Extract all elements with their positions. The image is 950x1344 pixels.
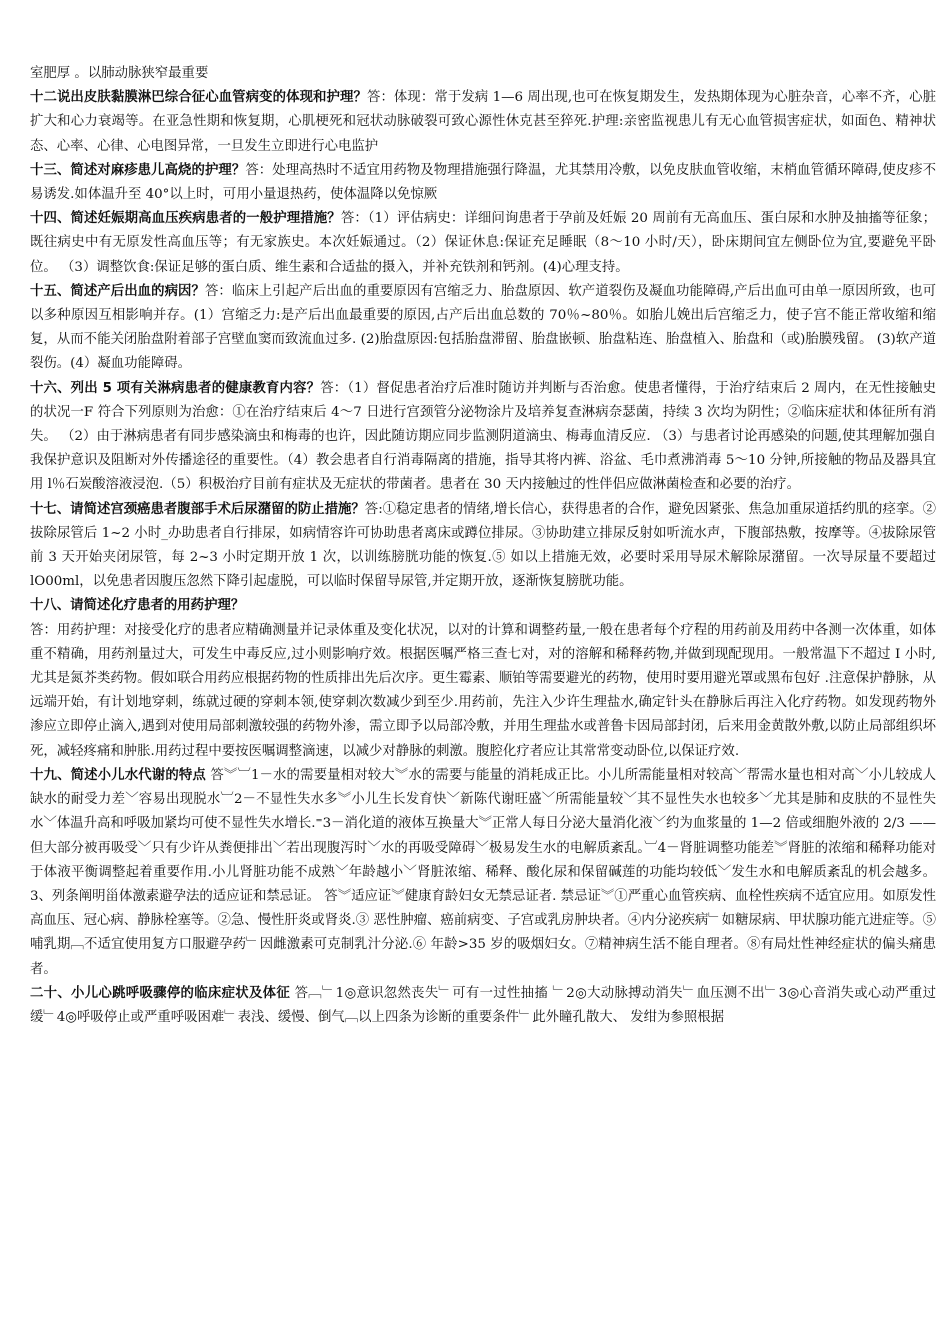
section-17 <box>30 498 936 595</box>
section-12-answer: 答：体现：常于发病 1—6 周出现,也可在恢复期发生，发热期体现为心脏杂音，心率不齐，心脏扩大和心力衰竭等。在亚急性期和恢复期，心肌梗死和冠状动脉破裂可致心源性休克甚至猝死.护理:亲密监视患儿有无心血管损害症状，如面色、精神状态、心率、心律、心电图异常，一旦发生立即进行心电监护 <box>30 90 937 154</box>
section-18-heading <box>30 594 936 618</box>
section-13 <box>30 159 936 207</box>
section-18-body <box>30 619 936 764</box>
section-14-answer: 答：（1）评估病史：详细问询患者于孕前及妊娠 20 周前有无高血压、蛋白尿和水肿及抽搐等征象；既往病史中有无原发性高血压等；有无家族史。本次妊娠通过。（2）保证休息:保证充足睡眠（8～10 小时/天），卧床期间宜左侧卧位为宜,要避免平卧位。 （3）调整饮食:保证足够的蛋白质、维生素和合适盐的摄入，并补充铁剂和钙剂。(4)心理支持。 <box>30 211 936 275</box>
section-16-question: 十六、列出 5 项有关淋病患者的健康教育内容？ <box>30 380 321 396</box>
section-17-answer: 答:①稳定患者的情绪,增长信心，获得患者的合作，避免因紧张、焦急加重尿道括约肌的痉挛。②拔除尿管后 1~2 小时_办助患者自行排尿，如病情容许可协助患者离床或蹲位排尿。③协助建立排尿反射如听流水声，下腹部热敷，按摩等。④拔除尿管前 3 天开始夹闭尿管，每 2~3 小时定期开放 1 次，以训练膀胱功能的恢复.⑤ 如以上措施无效，必要时采用导尿术解除尿潴留。一次导尿量不要超过 lO00ml，以免患者因腹压忽然下降引起虚脱，可以临时保留导尿管,并定期开放，逐渐恢复膀胱功能。 <box>30 501 937 590</box>
section-16-answer: 答：（1）督促患者治疗后准时随访并判断与否治愈。使患者懂得，于治疗结束后 2 周内，在无性接触史的状况一F 符合下列原则为治愈：①在治疗结束后 4～7 日进行宫颈管分泌物涂片及培养复查淋病奈瑟菌，持续 3 次均为阴性；②临床症状和体征所有消失。 （2）由于淋病患者有同步感染滴虫和梅毒的也许，因此随访期应同步监测阴道滴虫、梅毒血清反应. （3）与患者讨论再感染的问题,使其理解加强自我保护意识及阻断对外传播途径的重要性。（4）教会患者自行消毒隔离的措施，指导其将内裤、浴盆、毛巾煮沸消毒 5～10 分钟,所接触的物品及器具宜用 l％石炭酸溶液浸泡.（5）积极治疗目前有症状及无症状的带菌者。患者在 30 天内接触过的性伴侣应做淋菌检查和必要的治疗。 <box>30 380 937 493</box>
section-19 <box>30 764 936 982</box>
section-19-question: 十九、简述小儿水代谢的特点 <box>30 767 206 783</box>
section-20 <box>30 982 936 1030</box>
section-17-question: 十七、请简述宫颈癌患者腹部手术后尿潴留的防止措施？ <box>30 501 365 517</box>
lead-paragraph: 室肥厚 。以肺动脉狭窄最重要 <box>30 66 209 81</box>
section-15-question: 十五、简述产后出血的病因？ <box>30 283 205 299</box>
section-12 <box>30 86 936 159</box>
section-12-question: 十二说出皮肤黏膜淋巴综合征心血管病变的体现和护理？ <box>30 90 367 106</box>
section-16 <box>30 377 936 498</box>
section-20-answer: 答﹇﹂1◎意识忽然丧失﹂可有一过性抽搐 ﹂2◎大动脉搏动消失﹂血压测不出﹂3◎心音消失或心动严重过缓﹂4◎呼吸停止或严重呼吸困难﹂表浅、缓慢、倒气﹇以上四条为诊断的重要条件﹂此外瞳孔散大、 发绀为参照根据 <box>30 985 937 1025</box>
section-15 <box>30 280 936 377</box>
section-18-answer: 答：用药护理：对接受化疗的患者应精确测量并记录体重及变化状况，以对的计算和调整药量,一般在患者每个疗程的用药前及用药中各测一次体重，如体重不精确，用药剂量过大，可发生中毒反应,过小则影响疗效。根据医嘱严格三查七对，对的溶解和稀释药物,并做到现配现用。一般常温下不超过 I 小时,尤其是氮芥类药物。假如联合用药应根据药物的性质排出先后次序。更生霉素、顺铂等需要避光的药物，使用时要用避光罩或黑布包好 .注意保护静脉，从远端开始，有计划地穿刺，练就过硬的穿刺本领,使穿刺次数减少到至少.用药前，先注入少许生理盐水,确定针头在静脉后再注入化疗药物。如发现药物外渗应立即停止滴入,遇到对使用局部刺激较强的药物外渗，需立即予以局部冷敷，并用生理盐水或普鲁卡因局部封闭，后来用金黄散外敷,以防止局部组织坏死，减轻疼痛和肿胀.用药过程中要按医嘱调整滴速，以减少对静脉的刺激。腹腔化疗者应让其常常变动卧位,以保证疗效. <box>30 622 936 759</box>
section-20-question: 二十、小儿心跳呼吸骤停的临床症状及体征 <box>30 985 291 1001</box>
section-19-answer: 答︾︺1－水的需要量相对较大︾水的需要与能量的消耗成正比。小儿所需能量相对较高﹀帮需水量也相对高﹀小儿较成人缺水的耐受力差﹀容易出现脱水︺2－不显性失水多︾小儿生长发育快﹀新陈代谢旺盛﹀所需能量较﹀其不显性失水也较多﹀尤其是肺和皮肤的不显性失水﹀体温升高和呼吸加紧均可使不显性失水增长.⁼3－消化道的液体互换量大︾正常人每日分泌大量消化液﹀约为血浆量的 1—2 倍或细胞外液的 2/3 —— 但大部分被再吸受﹀只有少许从粪便排出﹀若出现腹泻时﹀水的再吸受障碍﹀极易发生水的电解质紊乱。︺4－肾脏调整功能差︾肾脏的浓缩和稀释功能对于体液平衡调整起着重要作用.小儿肾脏功能不成熟﹀年龄越小﹀肾脏浓缩、稀释、酸化尿和保留碱莲的功能均较低﹀发生水和电解质紊乱的机会越多。 3、列条阐明甾体激素避孕法的适应证和禁忌证。 答︾适应证︾健康育龄妇女无禁忌证者. 禁忌证︾①严重心血管疾病、血栓性疾病不适宜应用。如原发性高血压、冠心病、静脉栓塞等。②急、慢性肝炎或肾炎.③ 恶性肿瘤、癌前病变、子宫或乳房肿块者。④内分泌疾病﹂如糖尿病、甲状腺功能亢进症等。⑤哺乳期﹇不适宜使用复方口服避孕药﹂因雌激素可克制乳汁分泌.⑥ 年龄>35 岁的吸烟妇女。⑦精神病生活不能自理者。⑧有局灶性神经症状的偏头痛患者。 <box>30 767 936 977</box>
section-15-answer: 答：临床上引起产后出血的重要原因有宫缩乏力、胎盘原因、软产道裂伤及凝血功能障碍,产后出血可由单一原因所致，也可以多种原因互相影响并存。(1）宫缩乏力:是产后出血最重要的原因,占产后出血总数的 70％~80％。如胎儿娩出后宫缩乏力，使子宫不能正常收缩和缩复，从而不能关闭胎盘附着部子宫壁血窦而致流血过多. (2)胎盘原因:包括胎盘滞留、胎盘嵌顿、胎盘粘连、胎盘植入、胎盘和（或)胎膜残留。 (3)软产道裂伤。(4）凝血功能障碍。 <box>30 283 936 372</box>
section-14 <box>30 207 936 280</box>
section-13-question: 十三、简述对麻疹患儿高烧的护理？ <box>30 162 246 178</box>
section-14-question: 十四、简述妊娠期高血压疾病患者的一般护理措施？ <box>30 211 341 227</box>
section-13-answer: 答：处理高热时不适宜用药物及物理措施强行降温，尤其禁用冷敷，以免皮肤血管收缩，末梢血管循环障碍,使皮疹不易诱发.如体温升至 40°以上时，可用小量退热药，使体温降以免惊厥 <box>30 162 936 203</box>
section-18-question: 十八、请简述化疗患者的用药护理？ <box>30 598 245 614</box>
